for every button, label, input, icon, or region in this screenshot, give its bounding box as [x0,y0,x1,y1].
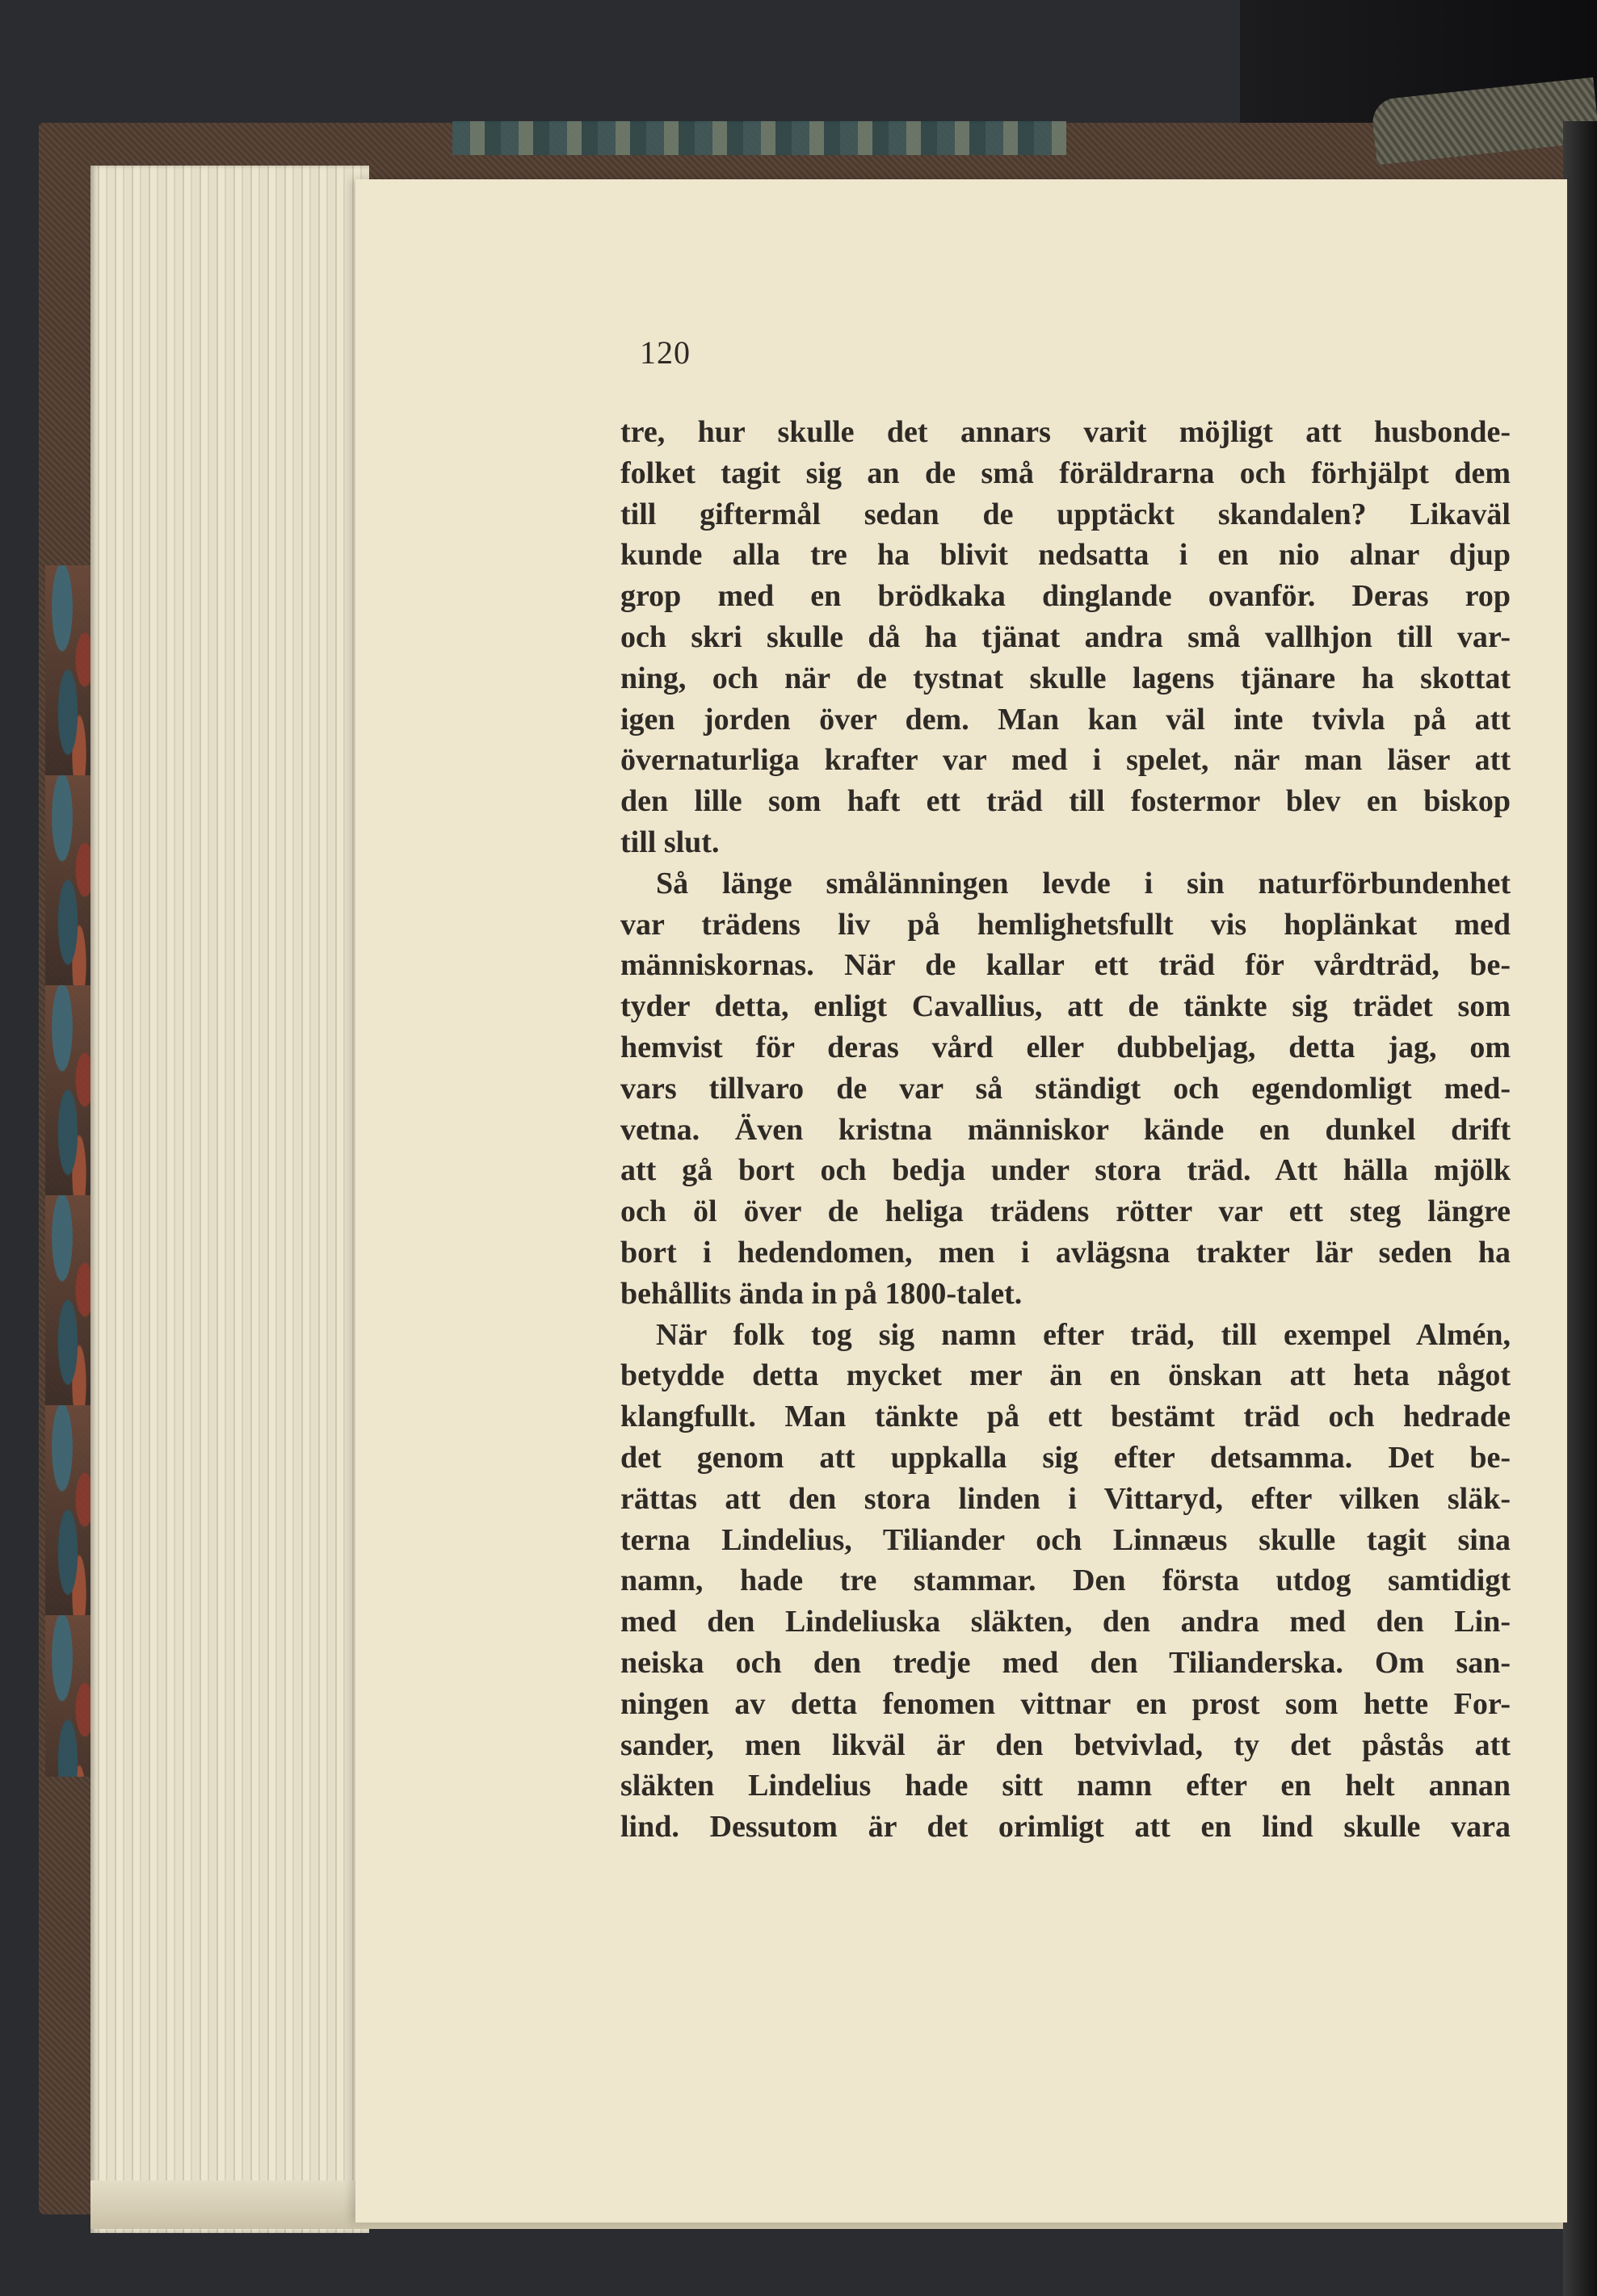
text-line: igen jorden över dem. Man kan väl inte tvivla på att [620,702,1511,737]
text-line: övernaturliga krafter var med i spelet, när man läser att [620,743,1511,778]
text-line: den lille som haft ett träd till fostermor blev en biskop [620,784,1511,819]
text-line: sander, men likväl är den betvivlad, ty det påstås att [620,1727,1511,1762]
text-line: och skri skulle då ha tjänat andra små vallhjon till var- [620,619,1511,654]
text-line: till giftermål sedan de upptäckt skandalen? Likaväl [620,497,1511,531]
text-line: neiska och den tredje med den Tilianderska. Om san- [620,1645,1511,1680]
page-edges [90,166,369,2233]
book-gutter-shadow [1563,121,1597,2296]
text-line: tyder detta, enligt Cavallius, att de tänkte sig trädet som [620,989,1511,1024]
text-line: behållits ända in på 1800-talet. [620,1276,1023,1311]
text-line: När folk tog sig namn efter träd, till exempel Almén, [656,1317,1511,1352]
text-line: terna Lindelius, Tiliander och Linnæus skulle tagit sina [620,1522,1511,1557]
body-text [620,412,1511,1848]
text-line: att gå bort och bedja under stora träd. Att hälla mjölk [620,1153,1511,1188]
text-line: släkten Lindelius hade sitt namn efter en helt annan [620,1769,1511,1803]
text-line: det genom att uppkalla sig efter detsamma. Det be- [620,1440,1511,1475]
text-line: och öl över de heliga trädens rötter var ett steg längre [620,1194,1511,1229]
text-line: lind. Dessutom är det orimligt att en lind skulle vara [620,1810,1511,1845]
text-line: hemvist för deras vård eller dubbeljag, detta jag, om [620,1030,1511,1064]
text-line: grop med en brödkaka dinglande ovanför. Deras rop [620,579,1511,614]
text-line: vetna. Även kristna människor kände en dunkel drift [620,1112,1511,1147]
page-number: 120 [640,334,691,371]
text-line: var trädens liv på hemlighetsfullt vis hoplänkat med [620,907,1511,942]
text-line: med den Lindeliuska släkten, den andra med den Lin- [620,1605,1511,1639]
cover-top-band [452,121,1066,155]
text-line: tre, hur skulle det annars varit möjligt att husbonde- [620,415,1511,449]
text-line: Så länge smålänningen levde i sin naturförbundenhet [656,866,1511,900]
text-line: betydde detta mycket mer än en önskan att heta något [620,1358,1511,1393]
text-line: namn, hade tre stammar. Den första utdog samtidigt [620,1564,1511,1598]
text-line: ningen av detta fenomen vittnar en prost som hette For- [620,1686,1511,1721]
text-line: människornas. När de kallar ett träd för vårdträd, be- [620,948,1511,983]
text-line: ning, och när de tystnat skulle lagens tjänare ha skottat [620,661,1511,695]
text-line: till slut. [620,825,720,859]
text-line: folket tagit sig an de små föräldrarna och förhjälpt dem [620,455,1511,490]
text-line: rättas att den stora linden i Vittaryd, efter vilken släk- [620,1481,1511,1516]
text-line: klangfullt. Man tänkte på ett bestämt träd och hedrade [620,1400,1511,1434]
text-line: vars tillvaro de var så ständigt och egendomligt med- [620,1071,1511,1106]
text-line: bort i hedendomen, men i avlägsna trakter lär seden ha [620,1235,1511,1270]
text-line: kunde alla tre ha blivit nedsatta i en nio alnar djup [620,538,1511,573]
